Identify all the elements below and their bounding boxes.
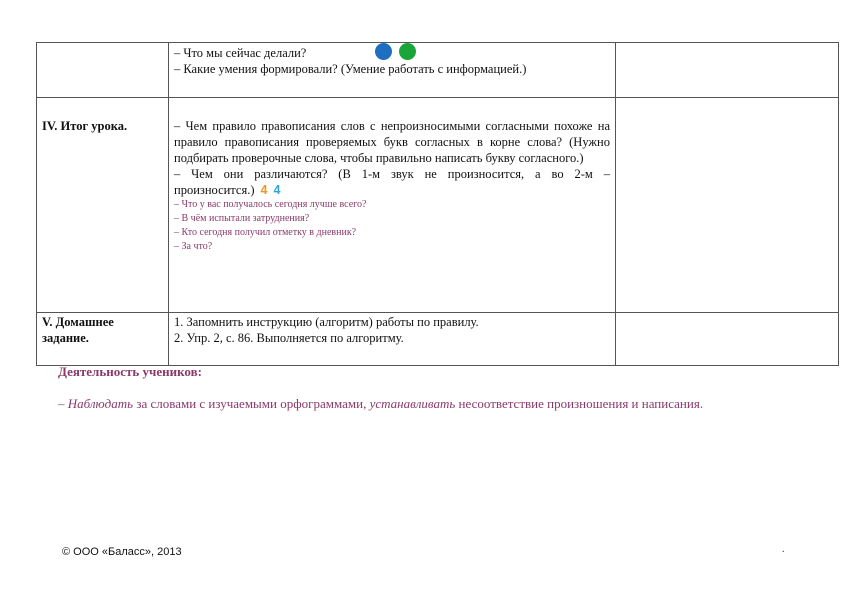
green-circle-marker <box>399 43 416 60</box>
notes-cell <box>616 98 839 313</box>
homework-line: 2. Упр. 2, с. 86. Выполняется по алгоритму. <box>174 331 404 345</box>
question-line: – Какие умения формировали? (Умение работать с информацией.) <box>174 62 527 76</box>
copyright-footer: © ООО «Баласс», 2013 <box>62 546 182 558</box>
question-paragraph: – Чем правило правописания слов с непроизносимыми согласными похоже на правило правописания проверяемых букв согласных в корне слова? (Нужно подбирать проверочные слова, чтобы правильно написать букву согласного.) <box>174 119 610 165</box>
page-mark: . <box>782 544 785 555</box>
activity-verb: Наблюдать <box>67 396 134 411</box>
notes-cell <box>616 43 839 98</box>
content-cell <box>169 313 616 366</box>
activity-phrase: за словами с изучаемыми орфограммами, <box>133 396 370 411</box>
table-row <box>37 98 839 313</box>
question-paragraph <box>174 166 610 198</box>
content-cell <box>169 98 616 313</box>
homework-line: 1. Запомнить инструкцию (алгоритм) работы по правилу. <box>174 315 479 329</box>
mark-number-orange: 4 <box>260 183 268 197</box>
activity-heading: Деятельность учеников: <box>58 364 202 379</box>
lesson-plan-sheet <box>36 42 838 366</box>
stage-title: IV. Итог урока. <box>42 119 128 133</box>
blue-circle-marker <box>375 43 392 60</box>
content-cell <box>169 43 616 98</box>
table-row <box>37 313 839 366</box>
reflection-question: – Кто сегодня получил отметку в дневник? <box>174 227 357 238</box>
student-activity-section <box>58 364 818 412</box>
activity-dash: – <box>58 396 68 411</box>
stage-cell <box>37 98 169 313</box>
reflection-question: – За что? <box>174 241 213 252</box>
stage-cell <box>37 313 169 366</box>
activity-verb: устанавливать <box>369 396 456 411</box>
question-line: – Что мы сейчас делали? <box>174 46 307 60</box>
activity-text <box>58 396 818 412</box>
mark-number-blue: 4 <box>273 183 281 197</box>
table-row <box>37 43 839 98</box>
lesson-plan-table <box>36 42 839 366</box>
question-text: – Чем они различаются? (В 1-м звук не произносится, а во 2-м – произносится.) <box>174 167 610 197</box>
stage-title: V. Домашнее задание. <box>42 315 114 345</box>
reflection-question: – Что у вас получалось сегодня лучше всего? <box>174 199 367 210</box>
reflection-question: – В чём испытали затруднения? <box>174 213 310 224</box>
notes-cell <box>616 313 839 366</box>
stage-cell <box>37 43 169 98</box>
activity-phrase: несоответствие произношения и написания. <box>455 396 704 411</box>
